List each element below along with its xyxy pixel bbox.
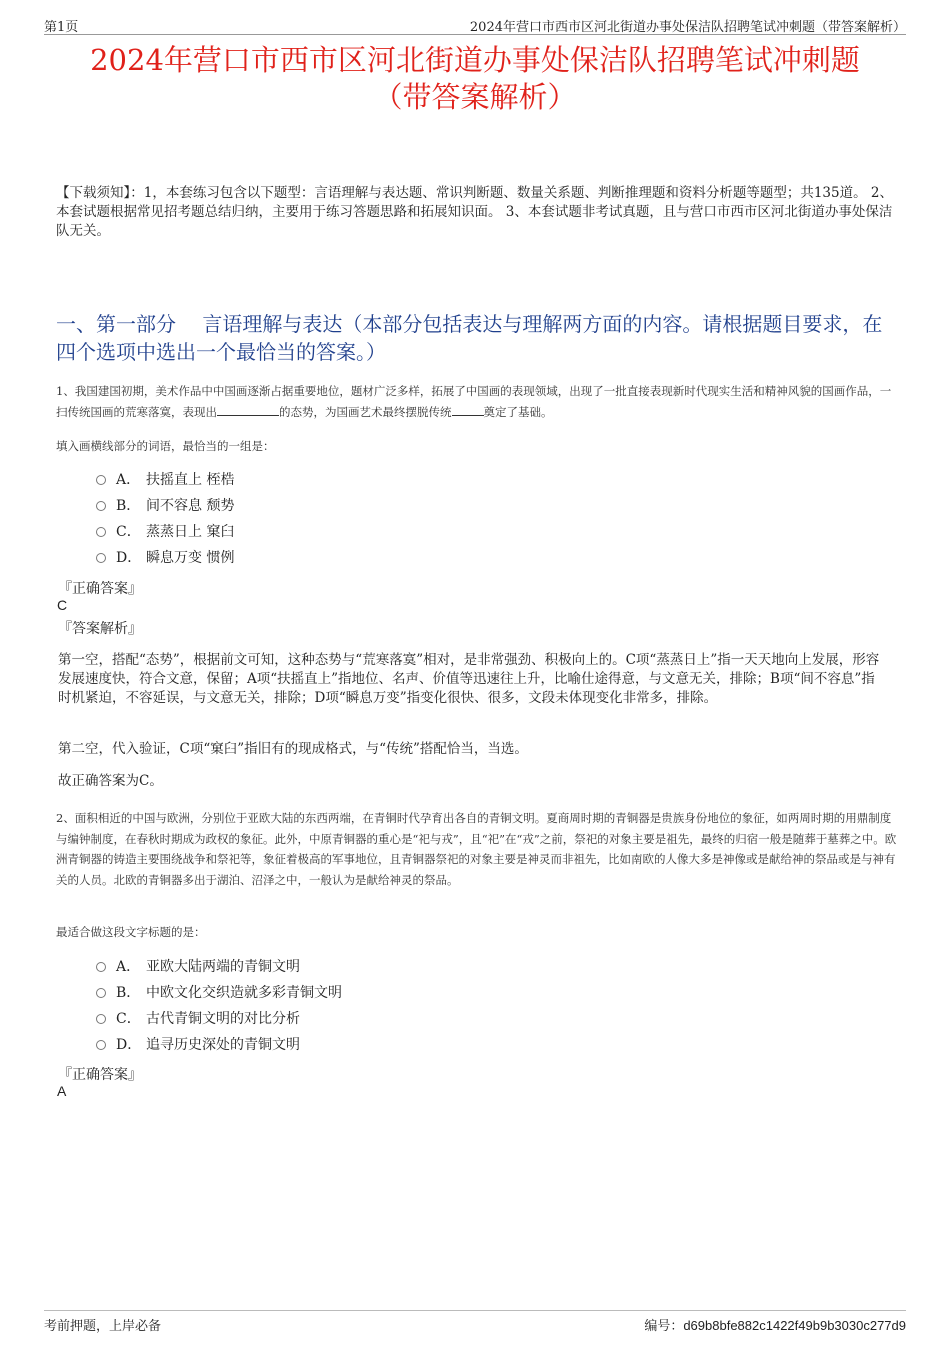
q1-option-d[interactable]: D． 瞬息万变 惯例 <box>96 545 234 571</box>
radio-icon[interactable] <box>96 553 106 563</box>
q2-option-d[interactable]: D． 追寻历史深处的青铜文明 <box>96 1032 342 1058</box>
q1-analysis-paragraph-2: 第二空，代入验证，C项“窠臼”指旧有的现成格式，与“传统”搭配恰当，当选。 <box>58 741 528 757</box>
radio-icon[interactable] <box>96 501 106 511</box>
title-line-1: 2024年营口市西市区河北街道办事处保洁队招聘笔试冲刺题 <box>90 43 860 77</box>
q1-analysis-paragraph-3: 故正确答案为C。 <box>58 773 163 789</box>
blank-1 <box>217 403 279 416</box>
q1-analysis-paragraph-1: 第一空，搭配“态势”，根据前文可知，这种态势与“荒寒落寞”相对，是非常强劲、积极向上的。C项“蒸蒸日上”指一天天地向上发展，形容发展速度快，符合文意，保留；A项“扶摇直上”指地位、名声、价值等迅速往上升，比喻仕途得意，与文意无关，排除；B项“间不容息”指时机紧迫，不容延误，与文意无关，排除；D项“瞬息万变”指变化很快、很多，文段未体现变化非常多，排除。 <box>58 652 880 706</box>
radio-icon[interactable] <box>96 962 106 972</box>
q1-option-a[interactable]: A． 扶摇直上 桎梏 <box>96 467 234 493</box>
document-title <box>30 42 920 116</box>
question-1-text: 1、我国建国初期，美术作品中中国画逐渐占据重要地位，题材广泛多样，拓展了中国画的表现领域，出现了一批直接表现新时代现实生活和精神风貌的国画作品，一扫传统国画的荒寒落寞，表现出 的态势，为国画艺术最终摆脱传统 奠定了基础。 <box>56 384 892 419</box>
q1-option-b[interactable]: B． 间不容息 颓势 <box>96 493 234 519</box>
question-2-instruction: 最适合做这段文字标题的是： <box>56 925 206 939</box>
question-2-text: 2、面积相近的中国与欧洲，分别位于亚欧大陆的东西两端，在青铜时代孕育出各自的青铜文明。夏商周时期的青铜器是贵族身份地位的象征，如两周时期的用鼎制度与编钟制度，在春秋时期成为政权的象征。此外，中原青铜器的重心是“祀与戎”，且“祀”在“戎”之前，祭祀的对象主要是祖先，最终的归宿一般是随葬于墓葬之中。欧洲青铜器的铸造主要围绕战争和祭祀等，象征着极高的军事地位，且青铜器祭祀的对象主要是神灵而非祖先，比如南欧的人像大多是神像或是献给神的祭品或是与神有关的人员。北欧的青铜器多出于湖泊、沼泽之中，一般认为是献给神灵的祭品。 <box>56 811 897 887</box>
footer-slogan: 考前押题，上岸必备 <box>44 1319 162 1334</box>
q2-answer: A <box>57 1083 67 1099</box>
question-2-options <box>96 954 342 1058</box>
radio-icon[interactable] <box>96 988 106 998</box>
page-header <box>44 14 906 35</box>
page-number: 第1页 <box>44 20 79 35</box>
radio-icon[interactable] <box>96 475 106 485</box>
q2-option-b[interactable]: B． 中欧文化交织造就多彩青铜文明 <box>96 980 342 1006</box>
footer-code: 编号：d69b8bfe882c1422f49b9b3030c277d9 <box>644 1318 906 1334</box>
blank-2 <box>452 403 484 416</box>
radio-icon[interactable] <box>96 1040 106 1050</box>
q2-option-a[interactable]: A． 亚欧大陆两端的青铜文明 <box>96 954 342 980</box>
q1-option-c[interactable]: C． 蒸蒸日上 窠臼 <box>96 519 234 545</box>
q2-option-c[interactable]: C． 古代青铜文明的对比分析 <box>96 1006 342 1032</box>
radio-icon[interactable] <box>96 527 106 537</box>
q1-answer: C <box>57 597 68 613</box>
q1-correct-answer-label: 『正确答案』 <box>58 581 142 597</box>
q1-analysis-label: 『答案解析』 <box>58 621 142 637</box>
question-1-instruction: 填入画横线部分的词语，最恰当的一组是： <box>56 439 275 453</box>
page-footer <box>44 1310 906 1333</box>
download-notice: 【下载须知】：1，本套练习包含以下题型：言语理解与表达题、常识判断题、数量关系题、判断推理题和资料分析题等题型；共135道。 2、本套试题根据常见招考题总结归纳，主要用于练习答题思路和拓展知识面。 3、本套试题非考试真题，且与营口市西市区河北街道办事处保洁队无关。 <box>56 185 893 239</box>
header-doc-title: 2024年营口市西市区河北街道办事处保洁队招聘笔试冲刺题（带答案解析） <box>469 20 906 35</box>
q2-correct-answer-label: 『正确答案』 <box>58 1067 142 1083</box>
title-line-2: （带答案解析） <box>373 80 577 114</box>
section-heading: 一、第一部分 言语理解与表达（本部分包括表达与理解两方面的内容。请根据题目要求，在四个选项中选出一个最恰当的答案。） <box>56 312 883 364</box>
radio-icon[interactable] <box>96 1014 106 1024</box>
question-1-options <box>96 467 234 571</box>
